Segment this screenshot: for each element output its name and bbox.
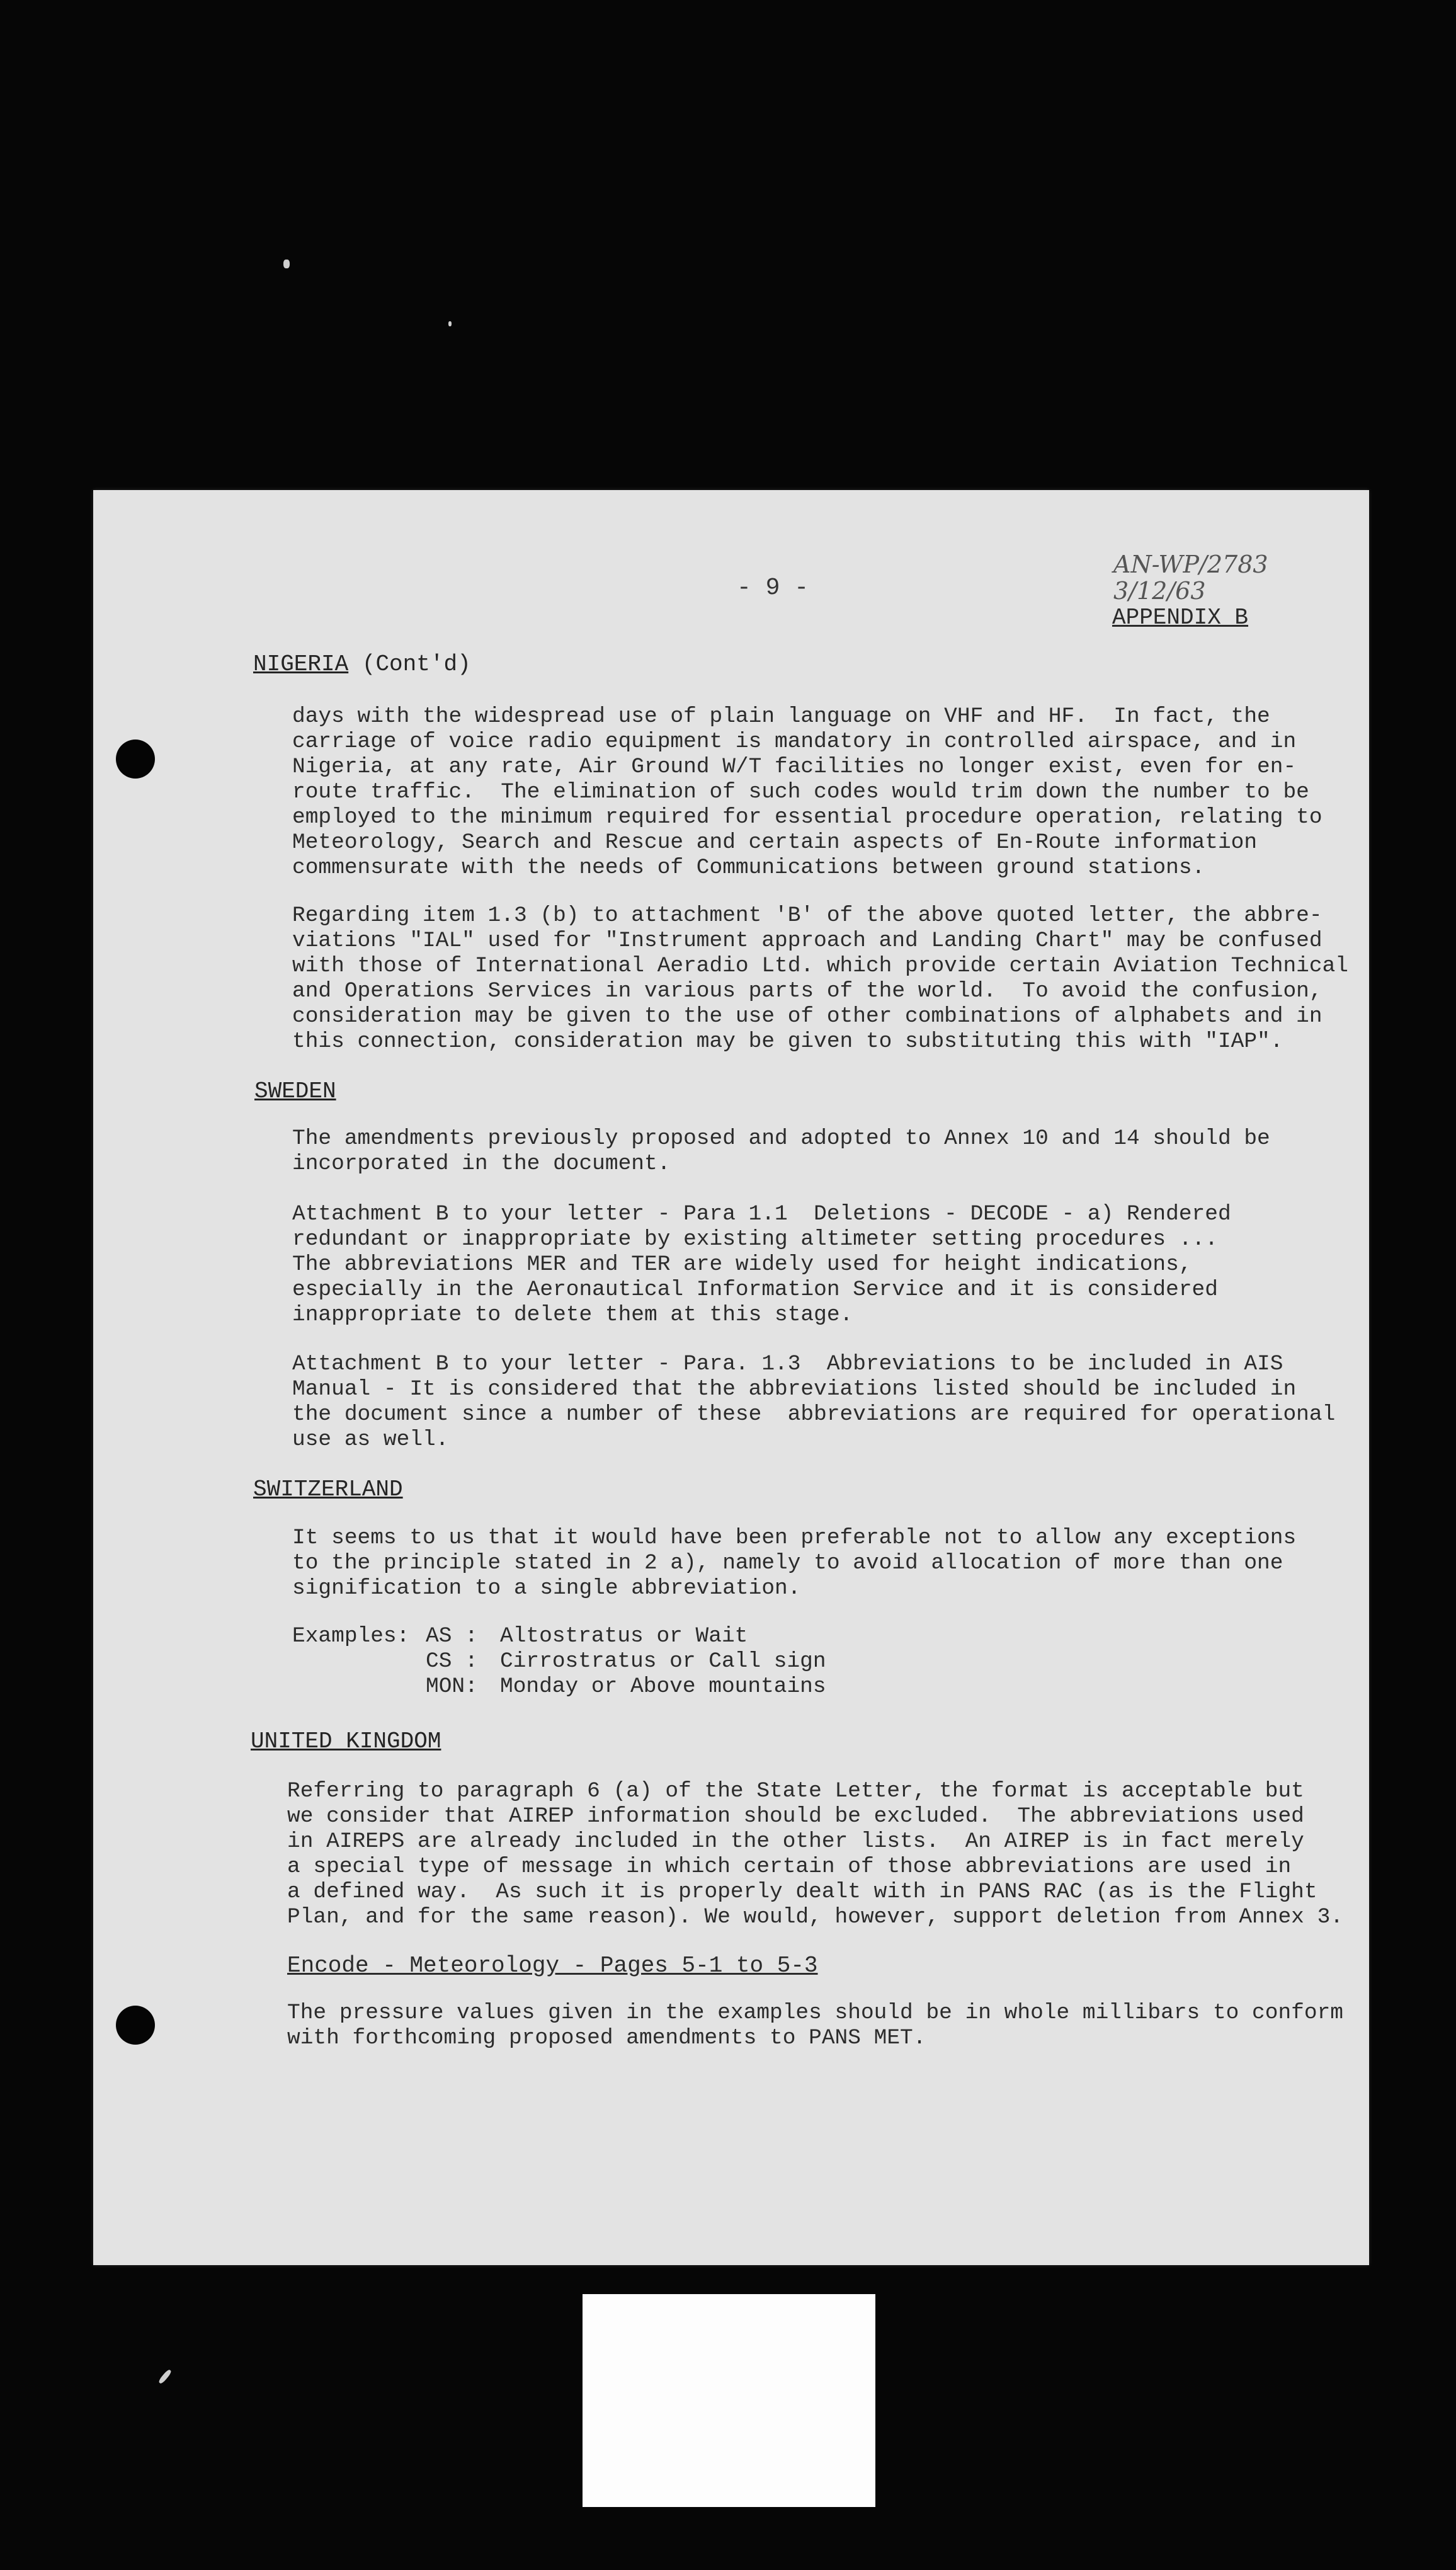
heading-title: SWITZERLAND	[253, 1476, 403, 1502]
example-abbreviation: MON:	[426, 1674, 478, 1699]
section-heading-united-kingdom	[251, 1728, 441, 1754]
example-abbreviation: CS :	[426, 1649, 478, 1674]
document-date: 3/12/63	[1113, 577, 1206, 605]
sweden-paragraph-1: The amendments previously proposed and adopted to Annex 10 and 14 should be incorporated in the document.	[292, 1126, 1270, 1176]
punch-hole-bottom	[116, 2006, 155, 2045]
appendix-label: APPENDIX B	[1112, 605, 1249, 631]
examples-label: Examples:	[292, 1624, 410, 1648]
heading-title: NIGERIA	[253, 651, 349, 677]
heading-title: SWEDEN	[254, 1078, 336, 1104]
nigeria-paragraph-1: days with the widespread use of plain language on VHF and HF. In fact, the carriage of voice radio equipment is mandatory in controlled airspace, and in Nigeria, at any rate, Air Ground W/T facilities no longer exist, even for en- route traffic. The elimination of such codes would trim down the number to be employed to the minimum required for essential procedure operation, relating to Meteorology, Search and Rescue and certain aspects of En-Route information commensurate with the needs of Communications between ground stations.	[292, 704, 1322, 880]
example-meaning: Altostratus or Wait	[500, 1624, 748, 1648]
dust-speck	[158, 2368, 173, 2384]
nigeria-paragraph-2: Regarding item 1.3 (b) to attachment 'B' of the above quoted letter, the abbre- viations "IAL" used for "Instrument approach and Landing Chart" may be confused with those of International Aeradio Ltd. which provide certain Aviation Technical and Operations Services in various parts of the world. To avoid the confusion, consideration may be given to the use of other combinations of alphabets and in this connection, consideration may be given to substituting this with "IAP".	[292, 903, 1348, 1054]
page-number: - 9 -	[737, 574, 809, 602]
reference-code: AN-WP/2783	[1113, 551, 1268, 578]
heading-suffix: (Cont'd)	[348, 651, 471, 677]
punch-hole-top	[116, 740, 155, 779]
united-kingdom-paragraph-1: Referring to paragraph 6 (a) of the State Letter, the format is acceptable but we consider that AIREP information should be excluded. The abbreviations used in AIREPS are already included in the other lists. An AIREP is in fact merely a special type of message in which certain of those abbreviations are used in a defined way. As such it is properly dealt with in PANS RAC (as is the Flight Plan, and for the same reason). We would, however, support deletion from Annex	[287, 1779, 1317, 1929]
blank-white-card	[583, 2294, 875, 2507]
example-meaning: Cirrostratus or Call sign	[500, 1649, 826, 1674]
example-meaning: Monday or Above mountains	[500, 1674, 826, 1699]
section-heading-nigeria	[253, 651, 471, 677]
dust-speck	[448, 321, 452, 326]
heading-title: UNITED KINGDOM	[251, 1728, 441, 1754]
encode-meteorology-subheading: Encode - Meteorology - Pages 5-1 to 5-3	[287, 1953, 818, 1979]
sweden-paragraph-2: Attachment B to your letter - Para 1.1 Deletions - DECODE - a) Rendered redundant or inappropriate by existing altimeter setting procedures ... The abbreviations MER and TER are widely used for height indications, especially in the Aeronautical Information Service and it is considered inappropriate to delete them at this stage.	[292, 1202, 1231, 1327]
section-heading-switzerland	[253, 1476, 403, 1502]
switzerland-paragraph-1: It seems to us that it would have been preferable not to allow any exceptions to the principle stated in 2 a), namely to avoid allocation of more than one signification to a single abbreviation.	[292, 1526, 1297, 1601]
section-heading-sweden	[254, 1078, 336, 1104]
dust-speck	[283, 260, 290, 268]
example-abbreviation: AS :	[426, 1624, 478, 1648]
sweden-paragraph-3: Attachment B to your letter - Para. 1.3 Abbreviations to be included in AIS Manual - It is considered that the abbreviations listed should be included in the document since a number of these abbreviations are required for operational use as well.	[292, 1352, 1336, 1452]
united-kingdom-paragraph-2: The pressure values given in the examples should be in whole millibars to conform with forthcoming proposed amendments to PANS MET.	[287, 2001, 1343, 2050]
